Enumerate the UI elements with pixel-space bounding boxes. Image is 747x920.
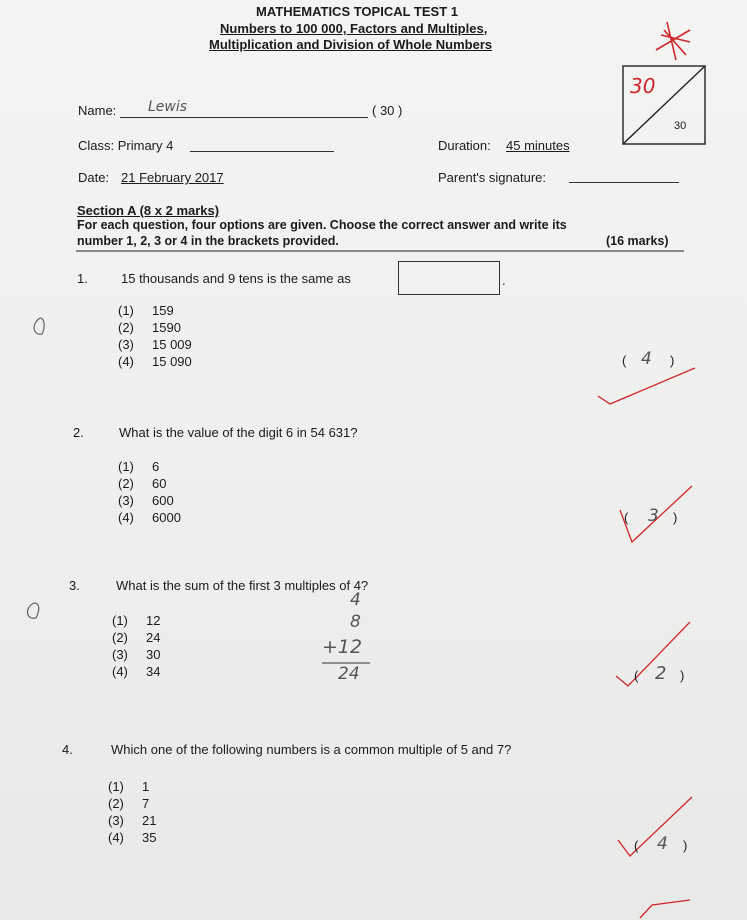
- answer-bracket-close-q4: ): [683, 838, 688, 853]
- option-q2-4: (4) 6000: [118, 510, 181, 525]
- tick-mark-q4: [618, 797, 692, 856]
- worksheet-title: MATHEMATICS TOPICAL TEST 1: [256, 4, 458, 19]
- option-q1-3: (3) 15 009: [118, 337, 192, 352]
- question-text-2: What is the value of the digit 6 in 54 631?: [119, 425, 358, 440]
- question-number-1: 1.: [77, 271, 88, 286]
- option-q2-3: (3) 600: [118, 493, 174, 508]
- options-q4: [108, 778, 156, 846]
- date-value: 21 February 2017: [121, 170, 224, 185]
- signature-line: [569, 182, 679, 183]
- answer-bracket-open-q2: (: [624, 510, 629, 525]
- option-q2-2: (2) 60: [118, 476, 167, 491]
- option-q1-2: (2) 1590: [118, 320, 181, 335]
- question-suffix-1: .: [502, 273, 506, 288]
- name-value: Lewis: [148, 99, 188, 115]
- option-q2-1: (1) 6: [118, 459, 160, 474]
- answer-bracket-close-q3: ): [680, 668, 685, 683]
- question-text-1: 15 thousands and 9 tens is the same as: [121, 271, 351, 286]
- tick-mark-bottom: [640, 900, 690, 918]
- teacher-star-icon: [656, 22, 690, 60]
- options-q1: [118, 302, 192, 370]
- question-number-3: 3.: [69, 578, 80, 593]
- question-number-4: 4.: [62, 742, 73, 757]
- working-line-2: 8: [350, 612, 361, 632]
- answer-bracket-open-q3: (: [634, 668, 639, 683]
- option-q4-2: (2) 7: [108, 796, 150, 811]
- name-label: Name:: [78, 103, 117, 118]
- option-q4-3: (3) 21: [108, 813, 157, 828]
- class-line: [190, 151, 334, 152]
- option-q3-3: (3) 30: [112, 647, 161, 662]
- signature-label: Parent's signature:: [438, 170, 546, 185]
- question-text-4: Which one of the following numbers is a common multiple of 5 and 7?: [111, 742, 512, 757]
- tick-mark-q3: [616, 622, 690, 686]
- option-q3-2: (2) 24: [112, 630, 161, 645]
- working-line-4: 24: [338, 664, 360, 684]
- answer-bracket-close-q1: ): [670, 353, 675, 368]
- answer-q1: 4: [641, 349, 652, 369]
- answer-bracket-open-q1: (: [622, 353, 627, 368]
- answer-q3: 2: [655, 663, 667, 684]
- option-q3-4: (4) 34: [112, 664, 161, 679]
- section-marks: (16 marks): [606, 234, 669, 248]
- answer-q4: 4: [657, 834, 668, 854]
- options-q2: [118, 458, 181, 526]
- name-index: ( 30 ): [372, 103, 403, 118]
- section-title: Section A (8 x 2 marks): [77, 203, 220, 218]
- worksheet-subtitle-2: Multiplication and Division of Whole Numbers: [209, 37, 493, 52]
- section-instruction-1: For each question, four options are given. Choose the correct answer and write its: [77, 218, 567, 232]
- option-q3-1: (1) 12: [112, 613, 161, 628]
- handwritten-score: 30: [630, 74, 656, 98]
- answer-bracket-open-q4: (: [634, 838, 639, 853]
- options-q3: [112, 612, 160, 680]
- pencil-mark-q3: [27, 603, 38, 618]
- pencil-mark-q1: [34, 318, 44, 334]
- option-q4-1: (1) 1: [108, 779, 150, 794]
- answer-box-q1: [398, 261, 500, 295]
- class-label: Class: Primary 4: [78, 138, 174, 153]
- working-line-3: +12: [322, 636, 363, 658]
- score-total: 30: [674, 120, 687, 132]
- working-line-1: 4: [350, 590, 361, 610]
- option-q4-4: (4) 35: [108, 830, 157, 845]
- option-q1-1: (1) 159: [118, 303, 174, 318]
- option-q1-4: (4) 15 090: [118, 354, 192, 369]
- tick-mark-q1: [598, 368, 695, 404]
- question-text-3: What is the sum of the first 3 multiples of 4?: [116, 578, 369, 593]
- worksheet-subtitle-1: Numbers to 100 000, Factors and Multiples,: [220, 21, 488, 36]
- answer-bracket-close-q2: ): [673, 510, 678, 525]
- date-label: Date:: [78, 170, 110, 185]
- section-instruction-2: number 1, 2, 3 or 4 in the brackets provided.: [77, 234, 339, 248]
- answer-q2: 3: [648, 506, 659, 526]
- duration-label: Duration:: [438, 138, 491, 153]
- question-number-2: 2.: [73, 425, 84, 440]
- name-line: [120, 117, 368, 118]
- duration-value: 45 minutes: [506, 138, 570, 153]
